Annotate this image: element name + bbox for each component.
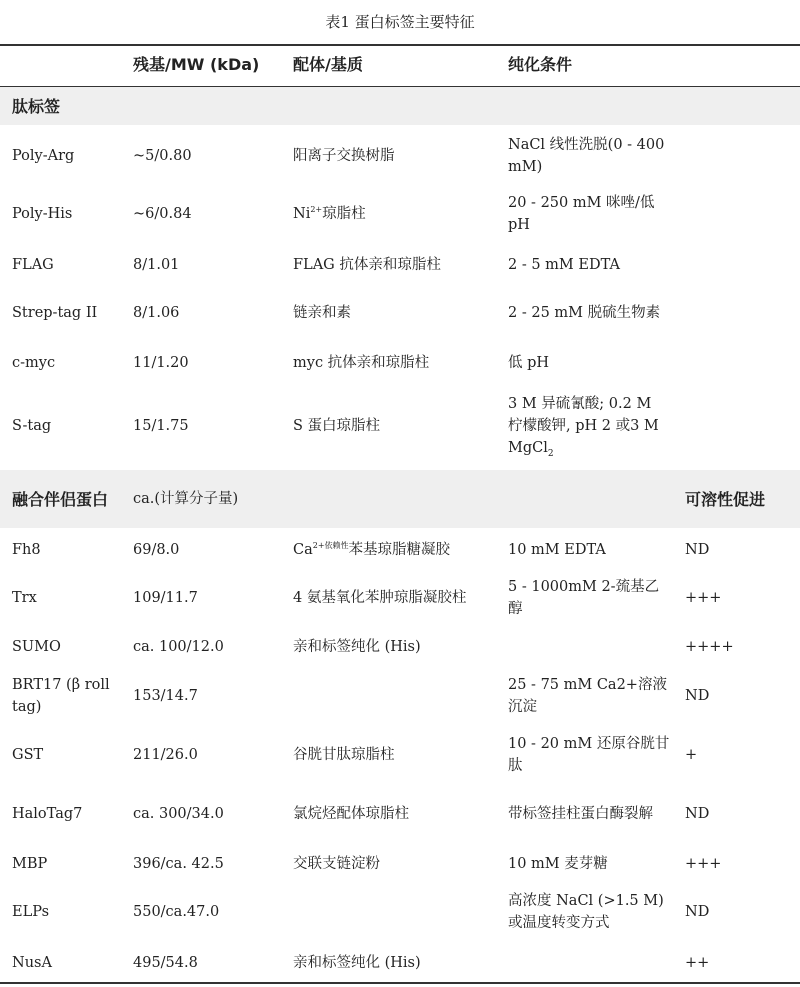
- fusion-condition: 25 - 75 mM Ca2+溶液沉淀: [508, 677, 667, 715]
- fusion-solubility: +: [685, 747, 698, 763]
- section-peptide-tags: [0, 87, 800, 125]
- fusion-name: BRT17 (β roll tag): [12, 677, 110, 715]
- fusion-solubility: +++: [685, 856, 722, 872]
- fusion-condition: [508, 634, 673, 660]
- condition-text: 3 M 异硫氰酸; 0.2 M 柠檬酸钾, pH 2 或3 M MgCl: [508, 396, 659, 456]
- fusion-name: SUMO: [12, 639, 61, 655]
- tag-mw: 15/1.75: [133, 418, 189, 434]
- fusion-mw: ca. 300/34.0: [133, 806, 224, 822]
- fusion-condition: 5 - 1000mM 2-巯基乙醇: [508, 579, 660, 617]
- tag-name: Poly-Arg: [12, 148, 75, 164]
- header-col-ligand: 配体/基质: [293, 55, 363, 74]
- tag-ligand: 链亲和素: [293, 305, 351, 321]
- tag-name: FLAG: [12, 257, 54, 273]
- fusion-ligand: 亲和标签纯化 (His): [293, 955, 421, 971]
- section-label-fusion: 融合伴侣蛋白: [12, 489, 109, 509]
- fusion-name: Trx: [12, 590, 37, 606]
- tag-condition: NaCl 线性洗脱(0 - 400 mM): [508, 137, 665, 175]
- fusion-ligand: [293, 537, 503, 563]
- tag-condition: 低 pH: [508, 355, 550, 371]
- fusion-ligand: [293, 888, 498, 936]
- tag-name: Strep-tag II: [12, 305, 98, 321]
- header-col-mw: 残基/MW (kDa): [133, 55, 260, 74]
- fusion-ligand: 氯烷烃配体琼脂柱: [293, 806, 409, 822]
- fusion-solubility: ND: [685, 806, 710, 822]
- fusion-ligand: 4 氨基氧化苯肿琼脂凝胶柱: [293, 590, 467, 606]
- fusion-mw: 109/11.7: [133, 590, 198, 606]
- fusion-name: HaloTag7: [12, 806, 83, 822]
- fusion-solubility: ++: [685, 955, 710, 971]
- fusion-condition: 带标签挂柱蛋白酶裂解: [508, 806, 653, 822]
- bottom-rule: [0, 982, 800, 984]
- tag-ligand: FLAG 抗体亲和琼脂柱: [293, 257, 441, 273]
- fusion-mw: 396/ca. 42.5: [133, 856, 224, 872]
- fusion-solubility: ND: [685, 688, 710, 704]
- tag-condition: 2 - 25 mM 脱硫生物素: [508, 305, 661, 321]
- tag-mw: 11/1.20: [133, 355, 189, 371]
- tag-mw: 8/1.06: [133, 305, 180, 321]
- tag-ligand: myc 抗体亲和琼脂柱: [293, 355, 430, 371]
- tag-condition: 20 - 250 mM 咪唑/低 pH: [508, 195, 655, 233]
- fusion-solubility: +++: [685, 590, 722, 606]
- tag-condition: 2 - 5 mM EDTA: [508, 257, 620, 273]
- tag-mw: ~5/0.80: [133, 148, 192, 164]
- fusion-mw: 69/8.0: [133, 542, 180, 558]
- fusion-name: GST: [12, 747, 44, 763]
- fusion-ligand: [293, 672, 498, 720]
- fusion-ligand: 亲和标签纯化 (His): [293, 639, 421, 655]
- fusion-mw: 211/26.0: [133, 747, 198, 763]
- section-mw-note: ca.(计算分子量): [133, 491, 239, 507]
- condition-subscript: 2: [547, 448, 554, 459]
- fusion-name: Fh8: [12, 542, 41, 558]
- header-col-conditions: 纯化条件: [508, 55, 573, 74]
- top-rule: [0, 44, 800, 46]
- fusion-condition: 高浓度 NaCl (>1.5 M)或温度转变方式: [508, 893, 664, 931]
- ligand-superscript: 2+: [310, 205, 323, 215]
- tag-condition: [508, 387, 668, 465]
- tag-mw: ~6/0.84: [133, 206, 192, 222]
- fusion-condition: 10 mM 麦芽糖: [508, 856, 608, 872]
- ligand-superscript: 2+依赖性: [312, 541, 349, 551]
- fusion-mw: 550/ca.47.0: [133, 904, 220, 920]
- section-label-peptide: 肽标签: [12, 96, 61, 116]
- fusion-mw: 495/54.8: [133, 955, 198, 971]
- fusion-ligand: 谷胱甘肽琼脂柱: [293, 747, 395, 763]
- tag-ligand: [293, 190, 498, 238]
- fusion-condition: 10 - 20 mM 还原谷胱甘肽: [508, 736, 670, 774]
- fusion-ligand: 交联支链淀粉: [293, 856, 380, 872]
- tag-ligand: 阳离子交换树脂: [293, 148, 395, 164]
- fusion-name: MBP: [12, 856, 48, 872]
- fusion-name: NusA: [12, 955, 52, 971]
- tag-name: Poly-His: [12, 206, 73, 222]
- header-col-solubility: 可溶性促进: [685, 489, 766, 509]
- tag-mw: 8/1.01: [133, 257, 180, 273]
- ligand-text: Ni: [293, 206, 311, 222]
- fusion-solubility: ND: [685, 542, 710, 558]
- fusion-solubility: ++++: [685, 639, 734, 655]
- fusion-name: ELPs: [12, 904, 50, 920]
- ligand-text: 苯基琼脂糖凝胶: [348, 542, 451, 558]
- fusion-mw: 153/14.7: [133, 688, 198, 704]
- tag-name: S-tag: [12, 418, 52, 434]
- fusion-solubility: ND: [685, 904, 710, 920]
- ligand-text: Ca: [293, 542, 313, 558]
- fusion-mw: ca. 100/12.0: [133, 639, 224, 655]
- fusion-condition: [508, 950, 673, 976]
- ligand-text: 琼脂柱: [322, 206, 366, 222]
- tag-name: c-myc: [12, 355, 56, 371]
- fusion-condition: 10 mM EDTA: [508, 542, 606, 558]
- tag-ligand: S 蛋白琼脂柱: [293, 418, 381, 434]
- table-caption: 表1 蛋白标签主要特征: [325, 13, 475, 31]
